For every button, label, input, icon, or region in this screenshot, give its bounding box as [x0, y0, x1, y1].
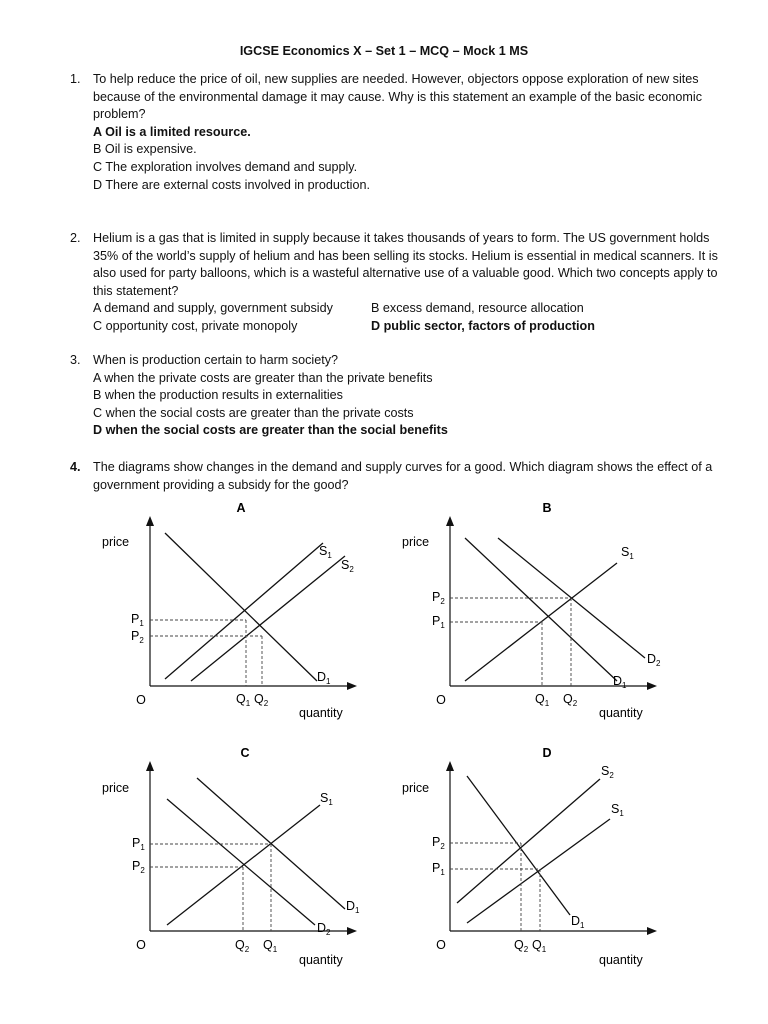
p1-label: $P_1$ — [131, 612, 144, 628]
q2-label: $Q_2$ — [563, 692, 578, 708]
question-2-option-a: A demand and supply, government subsidy — [93, 301, 333, 316]
question-2-number: 2. — [70, 231, 81, 245]
question-1-option-c: C The exploration involves demand and supply. — [93, 159, 358, 174]
origin-label: O — [436, 693, 446, 707]
s1-label: $S_1$ — [611, 802, 624, 818]
p2-label: $P_2$ — [432, 835, 445, 851]
diagram-b — [395, 498, 675, 731]
question-1-option-a: A Oil is a limited resource. — [93, 124, 251, 139]
question-1-text: To help reduce the price of oil, new supplies are needed. However, objectors oppose exploration of new sites because of the environmental damage it may cause. Why is this statement an example of the basic economic problem? — [93, 72, 703, 122]
question-1-number: 1. — [70, 72, 81, 86]
quantity-axis-label: quantity — [599, 706, 643, 720]
question-1-option-d: D There are external costs involved in production. — [93, 177, 370, 192]
q2-label: $Q_2$ — [514, 938, 529, 954]
p2-label: $P_2$ — [131, 629, 144, 645]
supply-curve-s1 — [165, 543, 323, 679]
question-2-option-d: D public sector, factors of production — [371, 318, 595, 333]
question-2-option-c: C opportunity cost, private monopoly — [93, 318, 298, 333]
question-2 — [93, 230, 723, 336]
question-3-option-b: B when the production results in externalities — [93, 388, 343, 403]
price-axis-arrow — [446, 516, 454, 526]
d1-label: $D_1$ — [346, 899, 360, 915]
question-1 — [93, 71, 723, 194]
supply-curve-s1 — [167, 805, 320, 925]
s1-label: $S_1$ — [320, 791, 333, 807]
diagram-d-title: D — [542, 746, 552, 760]
question-2-option-b: B excess demand, resource allocation — [371, 301, 584, 316]
d1-label: $D_1$ — [571, 914, 585, 930]
diagram-a-title: A — [236, 501, 246, 515]
question-3-option-d: D when the social costs are greater than the social benefits — [93, 423, 448, 438]
question-3 — [93, 352, 723, 440]
q1-label: $Q_1$ — [236, 692, 251, 708]
price-axis-arrow — [146, 516, 154, 526]
diagram-b-title: B — [542, 501, 552, 515]
q2-label: $Q_2$ — [254, 692, 269, 708]
question-2-text: Helium is a gas that is limited in supply because it takes thousands of years to form. The US government holds 35% of the world’s supply of helium and has been selling its stocks. Helium is essential in medical scanners. It is also used for party balloons, which is a wasteful alternative use of a valuable good. Which two concepts apply to this statement? — [93, 231, 718, 298]
p1-label: $P_1$ — [432, 861, 445, 877]
q2-label: $Q_2$ — [235, 938, 250, 954]
question-3-option-c: C when the social costs are greater than the private costs — [93, 405, 414, 420]
quantity-axis-arrow — [347, 927, 357, 935]
p2-label: $P_2$ — [132, 859, 145, 875]
diagram-c-title: C — [240, 746, 250, 760]
price-axis-arrow — [446, 761, 454, 771]
s2-label: $S_2$ — [341, 558, 354, 574]
q1-label: $Q_1$ — [535, 692, 550, 708]
question-3-text: When is production certain to harm society? — [93, 353, 338, 367]
d2-label: $D_2$ — [647, 652, 661, 668]
s1-label: $S_1$ — [621, 545, 634, 561]
diagram-d — [395, 743, 675, 976]
price-axis-label: price — [102, 781, 130, 795]
price-axis-label: price — [102, 535, 130, 549]
page-title: IGCSE Economics X – Set 1 – MCQ – Mock 1 MS — [239, 44, 529, 58]
supply-curve-s2 — [191, 556, 345, 681]
diagram-c — [95, 743, 375, 976]
question-3-option-a: A when the private costs are greater than the private benefits — [93, 370, 433, 385]
question-4 — [93, 459, 723, 494]
quantity-axis-label: quantity — [599, 953, 643, 967]
p2-label: $P_2$ — [432, 590, 445, 606]
price-axis-arrow — [146, 761, 154, 771]
p1-label: $P_1$ — [132, 836, 145, 852]
quantity-axis-label: quantity — [299, 706, 343, 720]
p1-label: $P_1$ — [432, 614, 445, 630]
price-axis-label: price — [402, 535, 430, 549]
quantity-axis-arrow — [647, 682, 657, 690]
s1-label: $S_1$ — [319, 544, 332, 560]
quantity-axis-arrow — [647, 927, 657, 935]
origin-label: O — [136, 693, 146, 707]
question-1-option-b: B Oil is expensive. — [93, 142, 197, 157]
origin-label: O — [436, 938, 446, 952]
d1-label: $D_1$ — [613, 674, 627, 690]
question-4-text: The diagrams show changes in the demand and supply curves for a good. Which diagram shows the effect of a government providing a subsidy for the good? — [93, 460, 713, 492]
origin-label: O — [136, 938, 146, 952]
demand-curve-d1 — [467, 776, 570, 915]
supply-curve-s2 — [457, 779, 600, 903]
d1-label: $D_1$ — [317, 670, 331, 686]
question-3-number: 3. — [70, 353, 81, 367]
demand-curve-d1 — [465, 538, 617, 681]
price-axis-label: price — [402, 781, 430, 795]
question-4-number: 4. — [70, 460, 81, 474]
quantity-axis-label: quantity — [299, 953, 343, 967]
q1-label: $Q_1$ — [263, 938, 278, 954]
s2-label: $S_2$ — [601, 764, 614, 780]
diagram-a — [95, 498, 375, 731]
d2-label: $D_2$ — [317, 921, 331, 937]
quantity-axis-arrow — [347, 682, 357, 690]
q1-label: $Q_1$ — [532, 938, 547, 954]
supply-curve-s1 — [467, 819, 610, 923]
